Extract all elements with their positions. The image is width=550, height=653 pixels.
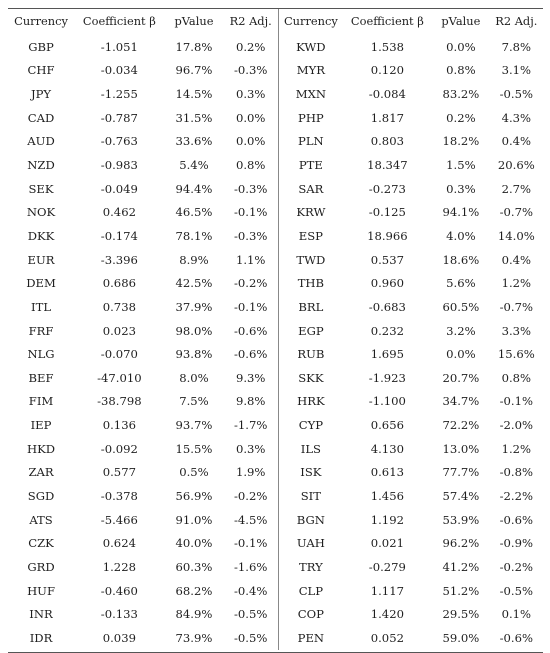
cell-r2-right: -0.8% bbox=[499, 465, 534, 480]
cell-pvalue-left: 91.0% bbox=[175, 512, 213, 527]
cell-coefficient-left: -47.010 bbox=[97, 370, 142, 385]
cell-coefficient-right: 0.052 bbox=[370, 630, 404, 645]
cell-r2-right: 20.6% bbox=[497, 158, 535, 173]
cell-coefficient-right: 1.538 bbox=[370, 39, 404, 54]
header-pvalue-right: pValue bbox=[441, 14, 481, 28]
table-row bbox=[8, 271, 543, 295]
table-row bbox=[8, 130, 543, 154]
cell-pvalue-left: 8.0% bbox=[179, 370, 209, 385]
cell-coefficient-right: 1.420 bbox=[370, 607, 404, 622]
cell-currency-left: IEP bbox=[30, 418, 52, 433]
header-r2-left: R2 Adj. bbox=[229, 14, 272, 28]
cell-currency-right: CYP bbox=[279, 413, 343, 437]
table-row bbox=[8, 390, 543, 414]
cell-currency-left: ZAR bbox=[28, 465, 54, 480]
cell-currency-right: SAR bbox=[279, 177, 343, 201]
cell-coefficient-right: 1.192 bbox=[370, 512, 404, 527]
cell-currency-right: ILS bbox=[279, 437, 343, 461]
table-row bbox=[8, 366, 543, 390]
cell-coefficient-left: -0.378 bbox=[100, 488, 138, 503]
cell-pvalue-left: 93.7% bbox=[175, 418, 213, 433]
cell-r2-left: -4.5% bbox=[234, 512, 268, 527]
cell-r2-right: 2.7% bbox=[501, 181, 532, 196]
cell-coefficient-left: 0.686 bbox=[102, 276, 136, 291]
cell-coefficient-left: -0.983 bbox=[100, 158, 138, 173]
cell-coefficient-left: -38.798 bbox=[97, 394, 142, 409]
cell-r2-left: 1.1% bbox=[235, 252, 266, 267]
cell-pvalue-right: 72.2% bbox=[442, 418, 480, 433]
table-body bbox=[8, 33, 543, 650]
cell-pvalue-left: 7.5% bbox=[179, 394, 209, 409]
cell-coefficient-right: 0.232 bbox=[370, 323, 404, 338]
cell-coefficient-right: -0.125 bbox=[368, 205, 406, 220]
cell-coefficient-left: -5.466 bbox=[100, 512, 138, 527]
cell-currency-right: SIT bbox=[279, 484, 343, 508]
cell-r2-right: 1.2% bbox=[501, 441, 532, 456]
table-row bbox=[8, 200, 543, 224]
cell-pvalue-right: 18.2% bbox=[442, 134, 480, 149]
cell-currency-right: ESP bbox=[279, 224, 343, 248]
table-row bbox=[8, 33, 543, 59]
cell-currency-left: CHF bbox=[27, 63, 55, 78]
table-row bbox=[8, 59, 543, 83]
cell-r2-right: -0.6% bbox=[499, 630, 534, 645]
table-row bbox=[8, 531, 543, 555]
cell-pvalue-right: 51.2% bbox=[442, 583, 480, 598]
cell-r2-right: 3.3% bbox=[501, 323, 532, 338]
cell-pvalue-right: 60.5% bbox=[442, 299, 480, 314]
cell-coefficient-left: 0.738 bbox=[102, 299, 136, 314]
cell-pvalue-right: 34.7% bbox=[442, 394, 480, 409]
cell-r2-right: 0.4% bbox=[501, 252, 532, 267]
cell-currency-left: NOK bbox=[26, 205, 56, 220]
cell-r2-left: -0.2% bbox=[234, 488, 268, 503]
cell-r2-right: -0.5% bbox=[499, 583, 534, 598]
cell-coefficient-right: 0.120 bbox=[370, 63, 404, 78]
cell-coefficient-right: 18.347 bbox=[367, 158, 408, 173]
cell-currency-left: BEF bbox=[28, 370, 54, 385]
cell-pvalue-left: 93.8% bbox=[175, 347, 213, 362]
table-row bbox=[8, 602, 543, 626]
cell-r2-left: -0.1% bbox=[234, 536, 268, 551]
cell-r2-right: 1.2% bbox=[501, 276, 532, 291]
cell-pvalue-right: 4.0% bbox=[446, 228, 476, 243]
cell-pvalue-right: 57.4% bbox=[442, 488, 480, 503]
table-row bbox=[8, 319, 543, 343]
cell-coefficient-right: -0.084 bbox=[368, 87, 406, 102]
cell-currency-left: NZD bbox=[27, 158, 55, 173]
cell-currency-right: EGP bbox=[279, 319, 343, 343]
cell-coefficient-right: 18.966 bbox=[367, 228, 408, 243]
cell-currency-right: ISK bbox=[279, 461, 343, 485]
cell-pvalue-left: 8.9% bbox=[179, 252, 209, 267]
cell-currency-left: HKD bbox=[26, 441, 56, 456]
cell-coefficient-left: 0.136 bbox=[102, 418, 136, 433]
cell-pvalue-right: 94.1% bbox=[442, 205, 480, 220]
cell-pvalue-right: 18.6% bbox=[442, 252, 480, 267]
cell-r2-left: -0.6% bbox=[234, 347, 268, 362]
cell-currency-left: JPY bbox=[30, 87, 52, 102]
cell-currency-right: COP bbox=[279, 602, 343, 626]
cell-pvalue-right: 53.9% bbox=[442, 512, 480, 527]
cell-coefficient-left: -0.070 bbox=[100, 347, 138, 362]
header-row bbox=[8, 9, 543, 33]
cell-pvalue-right: 77.7% bbox=[442, 465, 480, 480]
cell-pvalue-right: 0.8% bbox=[446, 63, 476, 78]
cell-pvalue-left: 94.4% bbox=[175, 181, 213, 196]
header-r2-right: R2 Adj. bbox=[495, 14, 538, 28]
cell-pvalue-left: 56.9% bbox=[175, 488, 213, 503]
cell-pvalue-right: 0.2% bbox=[446, 110, 476, 125]
cell-coefficient-right: 0.537 bbox=[370, 252, 404, 267]
cell-currency-right: BGN bbox=[279, 508, 343, 532]
cell-r2-left: -0.6% bbox=[234, 323, 268, 338]
cell-r2-right: 3.1% bbox=[501, 63, 532, 78]
cell-r2-left: -0.3% bbox=[234, 181, 268, 196]
cell-r2-right: 0.4% bbox=[501, 134, 532, 149]
cell-coefficient-right: 1.817 bbox=[370, 110, 404, 125]
cell-coefficient-right: 1.695 bbox=[370, 347, 404, 362]
table-row bbox=[8, 461, 543, 485]
cell-pvalue-left: 68.2% bbox=[175, 583, 213, 598]
cell-r2-right: -0.1% bbox=[499, 394, 534, 409]
cell-coefficient-left: 0.023 bbox=[102, 323, 136, 338]
cell-coefficient-left: -3.396 bbox=[100, 252, 138, 267]
cell-r2-left: -0.3% bbox=[234, 63, 268, 78]
cell-pvalue-left: 98.0% bbox=[175, 323, 213, 338]
cell-r2-left: 0.3% bbox=[235, 87, 266, 102]
table-row bbox=[8, 106, 543, 130]
cell-r2-left: 0.2% bbox=[235, 39, 266, 54]
cell-pvalue-right: 41.2% bbox=[442, 559, 480, 574]
cell-pvalue-right: 0.0% bbox=[446, 347, 476, 362]
cell-coefficient-right: 0.656 bbox=[370, 418, 404, 433]
cell-r2-right: -2.0% bbox=[499, 418, 534, 433]
cell-currency-left: ITL bbox=[31, 299, 52, 314]
cell-coefficient-left: 0.462 bbox=[102, 205, 136, 220]
cell-pvalue-right: 3.2% bbox=[446, 323, 476, 338]
header-coefficient-right: Coefficient β bbox=[350, 14, 424, 28]
cell-r2-left: -0.5% bbox=[234, 607, 268, 622]
cell-r2-left: -1.6% bbox=[234, 559, 268, 574]
table-row bbox=[8, 437, 543, 461]
cell-currency-left: SGD bbox=[27, 488, 55, 503]
table-row bbox=[8, 579, 543, 603]
cell-coefficient-right: -0.279 bbox=[368, 559, 406, 574]
cell-currency-right: KWD bbox=[279, 33, 343, 59]
cell-r2-left: 9.3% bbox=[235, 370, 266, 385]
header-currency-right: Currency bbox=[279, 9, 343, 33]
cell-pvalue-left: 60.3% bbox=[175, 559, 213, 574]
table-row bbox=[8, 295, 543, 319]
cell-coefficient-left: -0.460 bbox=[100, 583, 138, 598]
cell-coefficient-right: -0.273 bbox=[368, 181, 406, 196]
cell-coefficient-right: -1.100 bbox=[368, 394, 406, 409]
cell-coefficient-left: 0.577 bbox=[102, 465, 136, 480]
cell-pvalue-left: 31.5% bbox=[175, 110, 213, 125]
cell-currency-right: MYR bbox=[279, 59, 343, 83]
cell-r2-right: -0.2% bbox=[499, 559, 534, 574]
cell-coefficient-left: -0.174 bbox=[100, 228, 138, 243]
cell-r2-right: -2.2% bbox=[499, 488, 534, 503]
cell-currency-right: TRY bbox=[279, 555, 343, 579]
cell-pvalue-left: 96.7% bbox=[175, 63, 213, 78]
cell-currency-left: DKK bbox=[27, 228, 55, 243]
table-row bbox=[8, 555, 543, 579]
cell-pvalue-left: 42.5% bbox=[175, 276, 213, 291]
cell-pvalue-right: 96.2% bbox=[442, 536, 480, 551]
cell-pvalue-left: 40.0% bbox=[175, 536, 213, 551]
cell-currency-left: IDR bbox=[29, 630, 53, 645]
cell-currency-left: GBP bbox=[28, 39, 54, 54]
cell-coefficient-right: -0.683 bbox=[368, 299, 406, 314]
cell-coefficient-right: 0.803 bbox=[370, 134, 404, 149]
cell-coefficient-left: -0.049 bbox=[100, 181, 138, 196]
cell-coefficient-left: -0.763 bbox=[100, 134, 138, 149]
cell-pvalue-right: 13.0% bbox=[442, 441, 480, 456]
cell-coefficient-left: -0.133 bbox=[100, 607, 138, 622]
cell-r2-right: -0.5% bbox=[499, 87, 534, 102]
cell-r2-right: 14.0% bbox=[497, 228, 535, 243]
cell-currency-right: CLP bbox=[279, 579, 343, 603]
cell-r2-right: 7.8% bbox=[501, 39, 532, 54]
cell-pvalue-left: 73.9% bbox=[175, 630, 213, 645]
cell-currency-left: NLG bbox=[27, 347, 55, 362]
cell-r2-left: -1.7% bbox=[234, 418, 268, 433]
cell-coefficient-left: 0.624 bbox=[102, 536, 136, 551]
table-row bbox=[8, 342, 543, 366]
cell-pvalue-left: 33.6% bbox=[175, 134, 213, 149]
cell-pvalue-right: 1.5% bbox=[446, 158, 476, 173]
cell-pvalue-left: 46.5% bbox=[175, 205, 213, 220]
cell-pvalue-left: 17.8% bbox=[175, 39, 213, 54]
cell-currency-right: THB bbox=[279, 271, 343, 295]
cell-coefficient-left: -1.051 bbox=[100, 39, 138, 54]
table-row bbox=[8, 484, 543, 508]
cell-r2-right: 4.3% bbox=[501, 110, 532, 125]
cell-currency-right: TWD bbox=[279, 248, 343, 272]
header-currency-left: Currency bbox=[14, 14, 68, 28]
cell-coefficient-right: -1.923 bbox=[368, 370, 406, 385]
cell-currency-right: SKK bbox=[279, 366, 343, 390]
table-row bbox=[8, 224, 543, 248]
header-coefficient-left: Coefficient β bbox=[82, 14, 156, 28]
cell-currency-left: FRF bbox=[28, 323, 54, 338]
cell-coefficient-left: 1.228 bbox=[102, 559, 136, 574]
table-row bbox=[8, 248, 543, 272]
cell-coefficient-right: 4.130 bbox=[370, 441, 404, 456]
cell-pvalue-right: 29.5% bbox=[442, 607, 480, 622]
cell-r2-right: -0.7% bbox=[499, 299, 534, 314]
cell-r2-right: -0.7% bbox=[499, 205, 534, 220]
cell-pvalue-left: 84.9% bbox=[175, 607, 213, 622]
cell-currency-left: HUF bbox=[27, 583, 55, 598]
cell-currency-left: CZK bbox=[28, 536, 54, 551]
table-row bbox=[8, 413, 543, 437]
cell-r2-right: -0.9% bbox=[499, 536, 534, 551]
cell-pvalue-left: 37.9% bbox=[175, 299, 213, 314]
cell-pvalue-right: 5.6% bbox=[446, 276, 476, 291]
cell-coefficient-left: -1.255 bbox=[100, 87, 138, 102]
cell-currency-right: PEN bbox=[279, 626, 343, 650]
cell-r2-left: 0.0% bbox=[235, 134, 266, 149]
cell-currency-left: FIM bbox=[28, 394, 54, 409]
cell-currency-right: PTE bbox=[279, 153, 343, 177]
cell-coefficient-left: -0.034 bbox=[100, 63, 138, 78]
cell-currency-left: INR bbox=[29, 607, 53, 622]
cell-currency-right: RUB bbox=[279, 342, 343, 366]
cell-currency-left: EUR bbox=[27, 252, 55, 267]
table-row bbox=[8, 153, 543, 177]
cell-r2-left: -0.3% bbox=[234, 228, 268, 243]
cell-currency-left: SEK bbox=[28, 181, 54, 196]
cell-r2-left: -0.2% bbox=[234, 276, 268, 291]
regression-table-container bbox=[8, 8, 543, 653]
header-pvalue-left: pValue bbox=[174, 14, 214, 28]
cell-coefficient-left: -0.787 bbox=[100, 110, 138, 125]
cell-r2-left: 0.3% bbox=[235, 441, 266, 456]
cell-r2-right: -0.6% bbox=[499, 512, 534, 527]
cell-currency-right: BRL bbox=[279, 295, 343, 319]
cell-r2-right: 0.1% bbox=[501, 607, 532, 622]
cell-currency-left: CAD bbox=[27, 110, 55, 125]
cell-currency-left: AUD bbox=[27, 134, 55, 149]
cell-pvalue-left: 0.5% bbox=[179, 465, 209, 480]
table-row bbox=[8, 177, 543, 201]
cell-coefficient-right: 1.117 bbox=[370, 583, 404, 598]
cell-coefficient-right: 0.960 bbox=[370, 276, 404, 291]
cell-currency-left: DEM bbox=[26, 276, 56, 291]
cell-coefficient-right: 0.021 bbox=[370, 536, 404, 551]
cell-r2-left: 0.8% bbox=[235, 158, 266, 173]
cell-currency-left: ATS bbox=[29, 512, 53, 527]
cell-pvalue-right: 0.0% bbox=[446, 39, 476, 54]
cell-pvalue-left: 78.1% bbox=[175, 228, 213, 243]
cell-pvalue-right: 59.0% bbox=[442, 630, 480, 645]
cell-currency-right: UAH bbox=[279, 531, 343, 555]
cell-currency-right: HRK bbox=[279, 390, 343, 414]
cell-pvalue-left: 14.5% bbox=[175, 87, 213, 102]
table-row bbox=[8, 508, 543, 532]
cell-coefficient-left: 0.039 bbox=[102, 630, 136, 645]
cell-pvalue-right: 0.3% bbox=[446, 181, 476, 196]
cell-currency-left: GRD bbox=[27, 559, 55, 574]
cell-pvalue-left: 15.5% bbox=[175, 441, 213, 456]
cell-coefficient-left: -0.092 bbox=[100, 441, 138, 456]
cell-r2-left: 9.8% bbox=[235, 394, 266, 409]
cell-coefficient-right: 1.456 bbox=[370, 488, 404, 503]
table-row bbox=[8, 82, 543, 106]
cell-currency-right: MXN bbox=[279, 82, 343, 106]
cell-r2-left: 1.9% bbox=[235, 465, 266, 480]
cell-pvalue-left: 5.4% bbox=[179, 158, 209, 173]
cell-r2-left: 0.0% bbox=[235, 110, 266, 125]
cell-r2-left: -0.1% bbox=[234, 205, 268, 220]
cell-pvalue-right: 83.2% bbox=[442, 87, 480, 102]
cell-r2-left: -0.4% bbox=[234, 583, 268, 598]
cell-r2-left: -0.5% bbox=[234, 630, 268, 645]
cell-r2-right: 15.6% bbox=[497, 347, 535, 362]
cell-currency-right: KRW bbox=[279, 200, 343, 224]
cell-r2-left: -0.1% bbox=[234, 299, 268, 314]
cell-coefficient-right: 0.613 bbox=[370, 465, 404, 480]
table-row bbox=[8, 626, 543, 650]
cell-pvalue-right: 20.7% bbox=[442, 370, 480, 385]
cell-r2-right: 0.8% bbox=[501, 370, 532, 385]
cell-currency-right: PHP bbox=[279, 106, 343, 130]
currency-regression-table bbox=[8, 9, 543, 650]
cell-currency-right: PLN bbox=[279, 130, 343, 154]
